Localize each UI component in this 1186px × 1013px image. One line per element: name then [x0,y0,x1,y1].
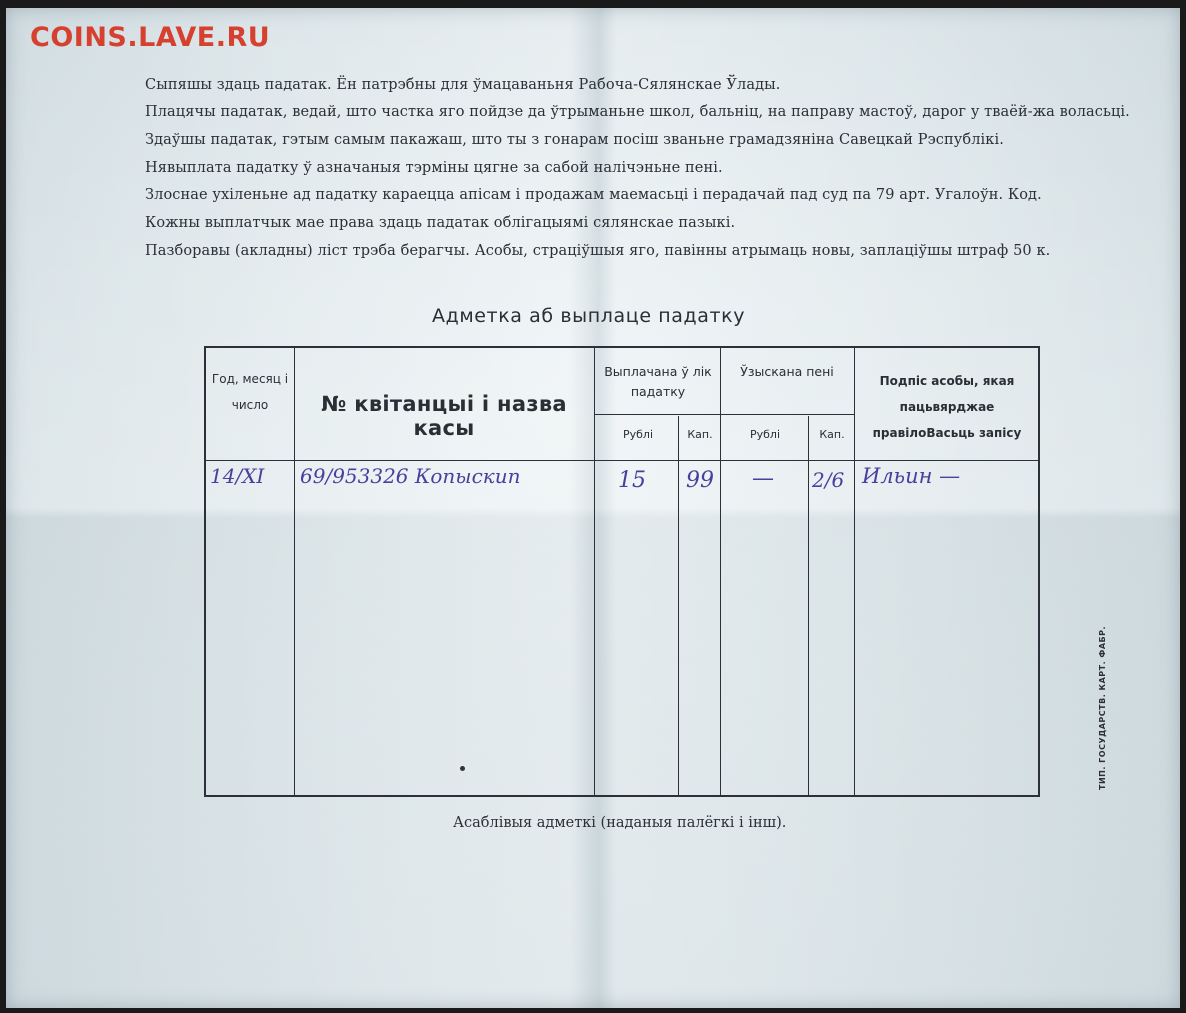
table-title: Адметка аб выплаце падатку [432,305,746,327]
header-kopecks: Кап. [687,428,713,441]
header-penalty: Ўзыскана пені [740,364,834,379]
header-paid: Выплачана ў лік падатку [604,364,712,399]
row-signature: Ильин — [862,464,961,488]
col-divider [294,348,295,795]
header-kopecks-penalty: Кап. [819,428,845,441]
row-receipt: 69/953326 Копыскип [300,464,521,488]
col-divider [720,348,721,795]
header-receipt: № квітанцыі і назва касы [321,392,567,440]
paragraph-4: Нявыплата падатку ў азначаныя тэрміны цягне за сабой налічэньне пені. [145,160,723,176]
watermark: COINS.LAVE.RU [30,22,271,53]
paragraph-7: Пазборавы (акладны) ліст трэба берагчы. Асобы, страціўшыя яго, павінны атрымаць новы, заплаціўшы штраф 50 к. [145,243,1051,259]
paragraph-6: Кожны выплатчык мае права здаць падатак облігацыямі сялянскае пазыкі. [145,215,736,231]
paragraph-1: Сыпяшы здаць падатак. Ён патрэбны для ўмацаваньня Рабоча-Сялянскае Ўлады. [145,77,781,93]
col-divider [678,416,679,795]
header-rubles: Рублі [622,428,653,441]
row-penalty-kopecks: 2/6 [812,468,845,492]
special-notes-label: Асаблівыя адметкі (наданыя палёгкі і інш). [453,815,787,831]
subheader-line [720,414,854,415]
header-date: Год, месяц і число [211,372,289,412]
col-divider [854,348,855,795]
header-bottom-line [206,460,1038,461]
header-rubles-penalty: Рублі [749,428,780,441]
row-paid-kopecks: 99 [686,468,714,493]
col-divider [808,416,809,795]
col-divider [594,348,595,795]
row-date: 14/XI [210,464,265,488]
ink-dot [460,766,465,771]
row-paid-rubles: 15 [618,468,646,493]
header-signature: Подпіс асобы, якая пацьвярджае правілоВасьць запісу [872,374,1022,440]
printer-imprint: ТИП. ГОСУДАРСТВ. КАРТ. ФАБР. [1098,625,1107,790]
subheader-line [594,414,720,415]
payment-table [204,346,1040,797]
row-penalty-rubles: — [752,466,774,491]
paragraph-3: Здаўшы падатак, гэтым самым пакажаш, што ты з гонарам посіш званьне грамадзяніна Савецкай Рэспублікі. [145,132,1004,148]
paragraph-5: Злоснае ухіленьне ад падатку караецца апісам і продажам маемасьці і перадачай пад суд па 79 арт. Угалоўн. Код. [145,187,1042,203]
paragraph-2: Плацячы падатак, ведай, што частка яго пойдзе да ўтрыманьне школ, бальніц, на паправу мастоў, дарог у тваёй-жа воласьці. [145,104,1130,120]
